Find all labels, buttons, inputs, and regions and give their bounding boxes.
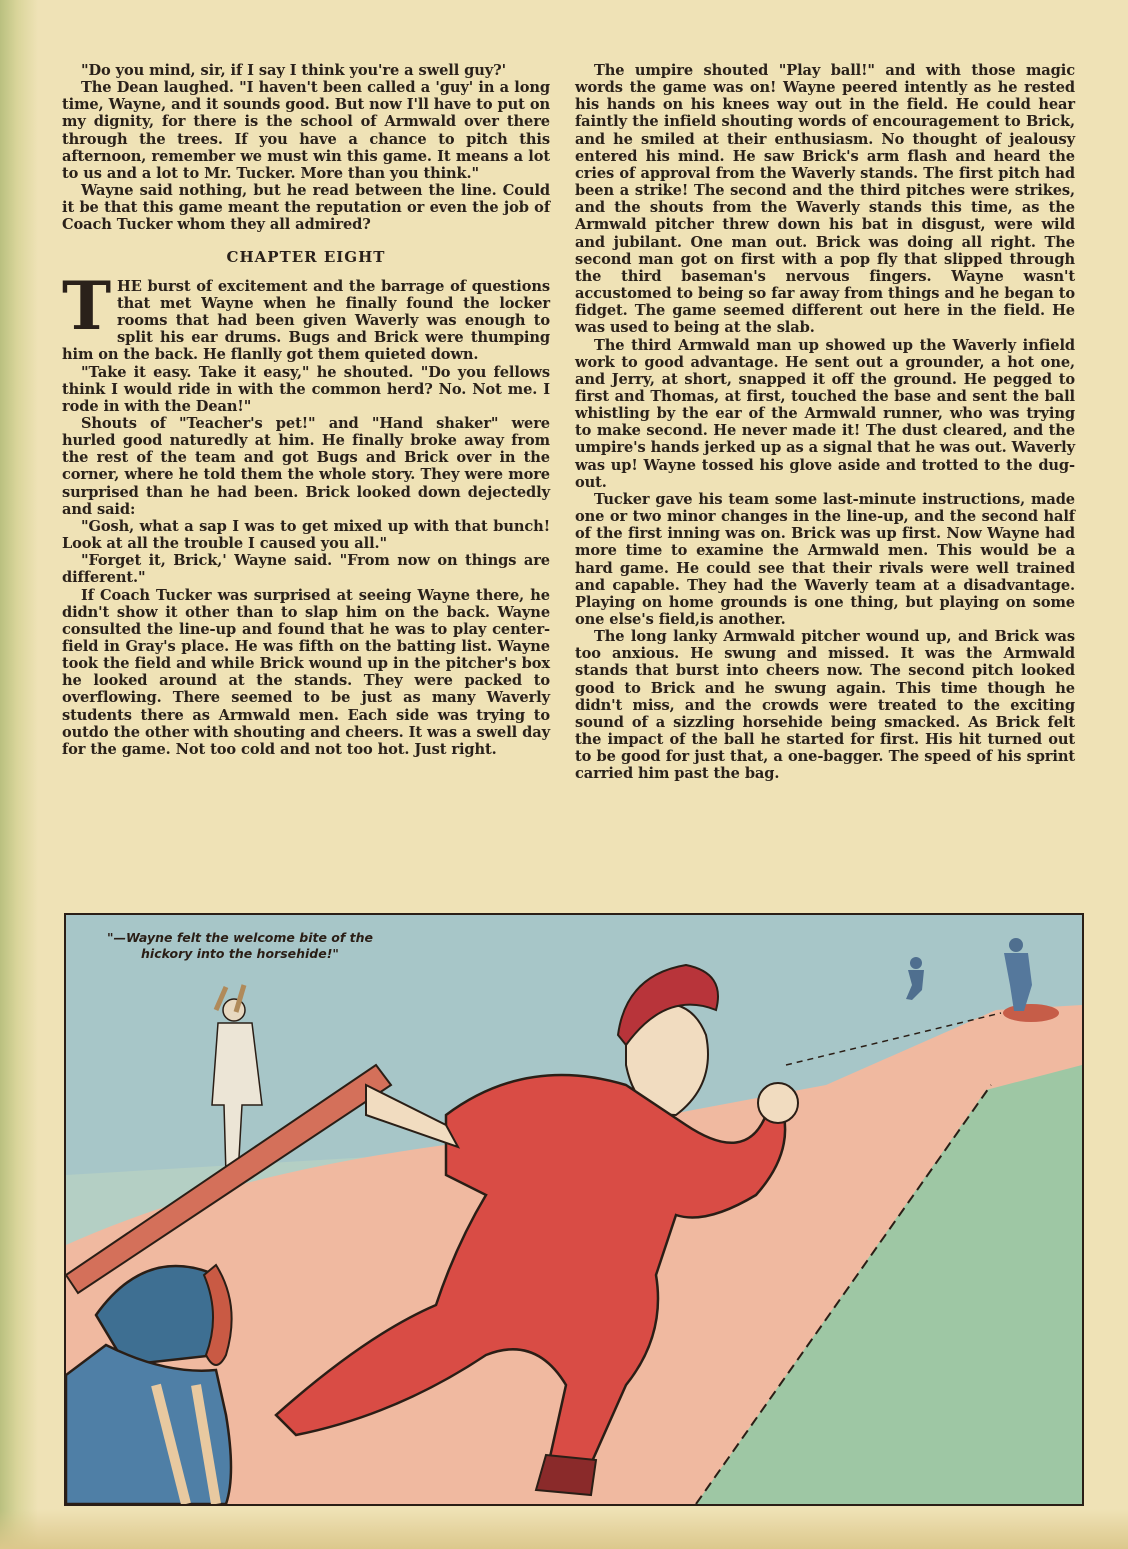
illustration-art [66, 915, 1082, 1504]
paragraph: Tucker gave his team some last-minute instructions, made one or two minor changes in the line-up, and the second half of the first inning was on. Brick was up first. Now Wayne had more time to examine the Armwald men. This would be a hard game. He could see that their rivals were well trained and capable. They had the Waverly team at a disadvantage. Playing on home grounds is one thing, but playing on some one else's field,is another. [575, 490, 1075, 628]
paragraph: "Gosh, what a sap I was to get mixed up with that bunch! Look at all the trouble I caused you all." [62, 517, 550, 553]
batter-fist [758, 1083, 798, 1123]
illustration-caption: "—Wayne felt the welcome bite of the hickory into the horsehide!" [106, 930, 374, 961]
drop-cap: T [62, 266, 112, 345]
page-bottom-shading [0, 1509, 1128, 1549]
paragraph: If Coach Tucker was surprised at seeing Wayne there, he didn't show it other than to slap him on the back. Wayne consulted the line-up and found that he was to play center-field in Gray's place. He was fifth on the batting list. Wayne took the field and while Brick wound up in the pitcher's box he looked around at the stands. They were packed to overflowing. There seemed to be just as many Waverly students there as Armwald men. Each side was trying to outdo the other with shouting and cheers. It was a swell day for the game. Not too cold and not too hot. Just right. [62, 586, 550, 758]
chapter-opening-text: HE burst of excitement and the barrage of questions that met Wayne when he finally found the locker rooms that had been given Waverly was enough to split his ear drums. Bugs and Brick were thumping him on the back. He flanlly got them quieted down. [62, 277, 550, 364]
right-text-column [575, 62, 1075, 783]
paragraph: "Forget it, Brick,' Wayne said. "From now on things are different." [62, 552, 550, 587]
baseball-illustration [64, 913, 1084, 1506]
page-edge-shading [0, 0, 38, 1549]
chapter-heading: CHAPTER EIGHT [226, 247, 386, 266]
chapter-opening-paragraph [62, 266, 550, 364]
left-text-column [62, 62, 550, 758]
paragraph: Shouts of "Teacher's pet!" and "Hand shaker" were hurled good naturedly at him. He finally broke away from the rest of the team and got Bugs and Brick over in the corner, where he told them the whole story. They were more surprised than he had been. Brick looked down dejectedly and said: [62, 414, 550, 518]
paragraph: The umpire shouted "Play ball!" and with those magic words the game was on! Wayne peered intently as he rested his hands on his knees way out in the field. He could hear faintly the infield shouting words of encouragement to Brick, and he smiled at their enthusiasm. No thought of jealousy entered his mind. He saw Brick's arm flash and heard the cries of approval from the Waverly stands. The first pitch had been a strike! The second and the third pitches were strikes, and the shouts from the Waverly stands this time, as the Armwald pitcher threw down his bat in disgust, were wild and jubilant. One man out. Brick was doing all right. The second man got on first with a pop fly that slipped through the third baseman's nervous fingers. Wayne wasn't accustomed to being so far away from things and he began to fidget. The game seemed different out here in the field. He was used to being at the slab. [575, 62, 1075, 337]
first-base-mound [1003, 1004, 1059, 1022]
paragraph: "Take it easy. Take it easy," he shouted. "Do you fellows think I would ride in with the common herd? No. Not me. I rode in with the Dean!" [62, 363, 550, 415]
paragraph: The Dean laughed. "I haven't been called a 'guy' in a long time, Wayne, and it sounds good. But now I'll have to put on my dignity, for there is the school of Armwald over there through the trees. If you have a chance to pitch this afternoon, remember we must win this game. It means a lot to us and a lot to Mr. Tucker. More than you think." [62, 79, 550, 182]
paragraph: "Do you mind, sir, if I say I think you're a swell guy?' [80, 62, 506, 79]
paragraph: The long lanky Armwald pitcher wound up, and Brick was too anxious. He swung and missed. It was the Armwald stands that burst into cheers now. The second pitch looked good to Brick and he swung again. This time though he didn't miss, and the crowds were treated to the exciting sound of a sizzling horsehide being smacked. As Brick felt the impact of the ball he started for first. His hit turned out to be good for just that, a one-bagger. The speed of his sprint carried him past the bag. [575, 628, 1075, 783]
paragraph: The third Armwald man up showed up the Waverly infield work to good advantage. He sent out a grounder, a hot one, and Jerry, at short, snapped it off the ground. He pegged to first and Thomas, at first, touched the base and sent the ball whistling by the ear of the Armwald runner, who was trying to make second. He never made it! The dust cleared, and the umpire's hands jerked up as a signal that he was out. Waverly was up! Wayne tossed his glove aside and trotted to the dug-out. [575, 336, 1075, 491]
paragraph: Wayne said nothing, but he read between the line. Could it be that this game meant the reputation or even the job of Coach Tucker whom they all admired? [62, 182, 550, 234]
